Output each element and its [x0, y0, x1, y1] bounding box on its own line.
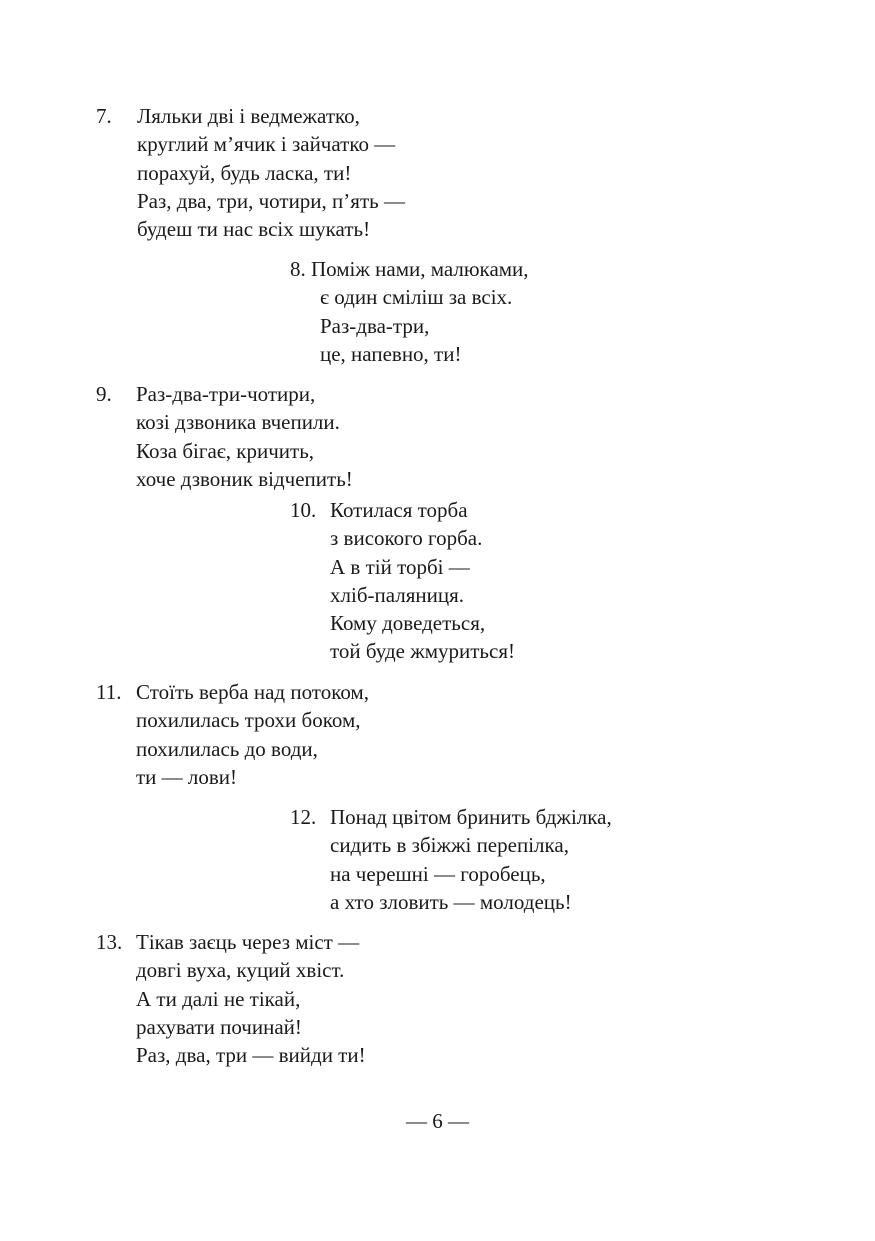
poem-8 — [290, 255, 529, 368]
poem-line: Раз, два, три — вийди ти! — [136, 1043, 366, 1068]
poem-line: круглий м’ячик і зайчатко — — [137, 132, 396, 157]
poem-line: Стоїть верба над потоком, — [136, 680, 369, 704]
poem-number: 13. — [96, 930, 123, 954]
poem-line: Понад цвітом бринить бджілка, — [330, 805, 612, 829]
poem-line: сидить в збіжжі перепілка, — [330, 833, 569, 858]
poem-line: рахувати починай! — [136, 1014, 302, 1039]
poem-number: 7. — [96, 104, 112, 128]
poem-line: це, напевно, ти! — [320, 341, 462, 366]
poem-line: похилилась до води, — [136, 736, 318, 761]
poem-line: Раз, два, три, чотири, п’ять — — [137, 188, 405, 213]
poem-line: Кому доведеться, — [330, 611, 486, 636]
poem-line: з високого горба. — [330, 526, 483, 551]
poem-line: порахуй, будь ласка, ти! — [137, 160, 352, 185]
poem-11 — [96, 678, 369, 791]
poem-line: той буде жмуриться! — [330, 639, 515, 664]
poem-line: Котилася торба — [330, 498, 468, 522]
poem-line: хоче дзвоник відчепить! — [136, 466, 353, 491]
poem-line: довгі вуха, куций хвіст. — [136, 958, 345, 983]
poem-line: Поміж нами, малюками, — [311, 257, 529, 281]
poem-line: Тікав заєць через міст — — [136, 930, 360, 954]
poem-line: хліб-паляниця. — [330, 582, 464, 607]
poem-number: 10. — [290, 498, 317, 522]
poem-line: є один сміліш за всіх. — [320, 285, 513, 310]
poem-line: будеш ти нас всіх шукать! — [137, 217, 371, 242]
poem-12 — [290, 803, 612, 916]
poem-line: на черешні — горобець, — [330, 861, 546, 886]
poem-number: 11. — [96, 680, 122, 704]
poem-line: Коза бігає, кричить, — [136, 438, 315, 463]
poem-line: а хто зловить — молодець! — [330, 889, 572, 914]
poem-number: 9. — [96, 382, 112, 406]
poem-7 — [96, 102, 405, 243]
page-number: — 6 — — [406, 1109, 469, 1133]
poem-line: Раз-два-три, — [320, 313, 430, 338]
poem-line: Раз-два-три-чотири, — [136, 382, 316, 406]
poem-9 — [96, 380, 353, 493]
poem-line: Ляльки дві і ведмежатко, — [137, 104, 360, 128]
poem-number: 8. — [290, 257, 306, 281]
poem-number: 12. — [290, 805, 317, 829]
poem-10 — [290, 496, 515, 666]
poem-line: А ти далі не тікай, — [136, 986, 301, 1011]
poem-line: похилилась трохи боком, — [136, 708, 361, 733]
poem-line: козі дзвоника вчепили. — [136, 410, 340, 435]
poem-line: А в тій торбі — — [330, 554, 470, 579]
poem-line: ти — лови! — [136, 764, 238, 789]
poem-13 — [96, 928, 366, 1069]
